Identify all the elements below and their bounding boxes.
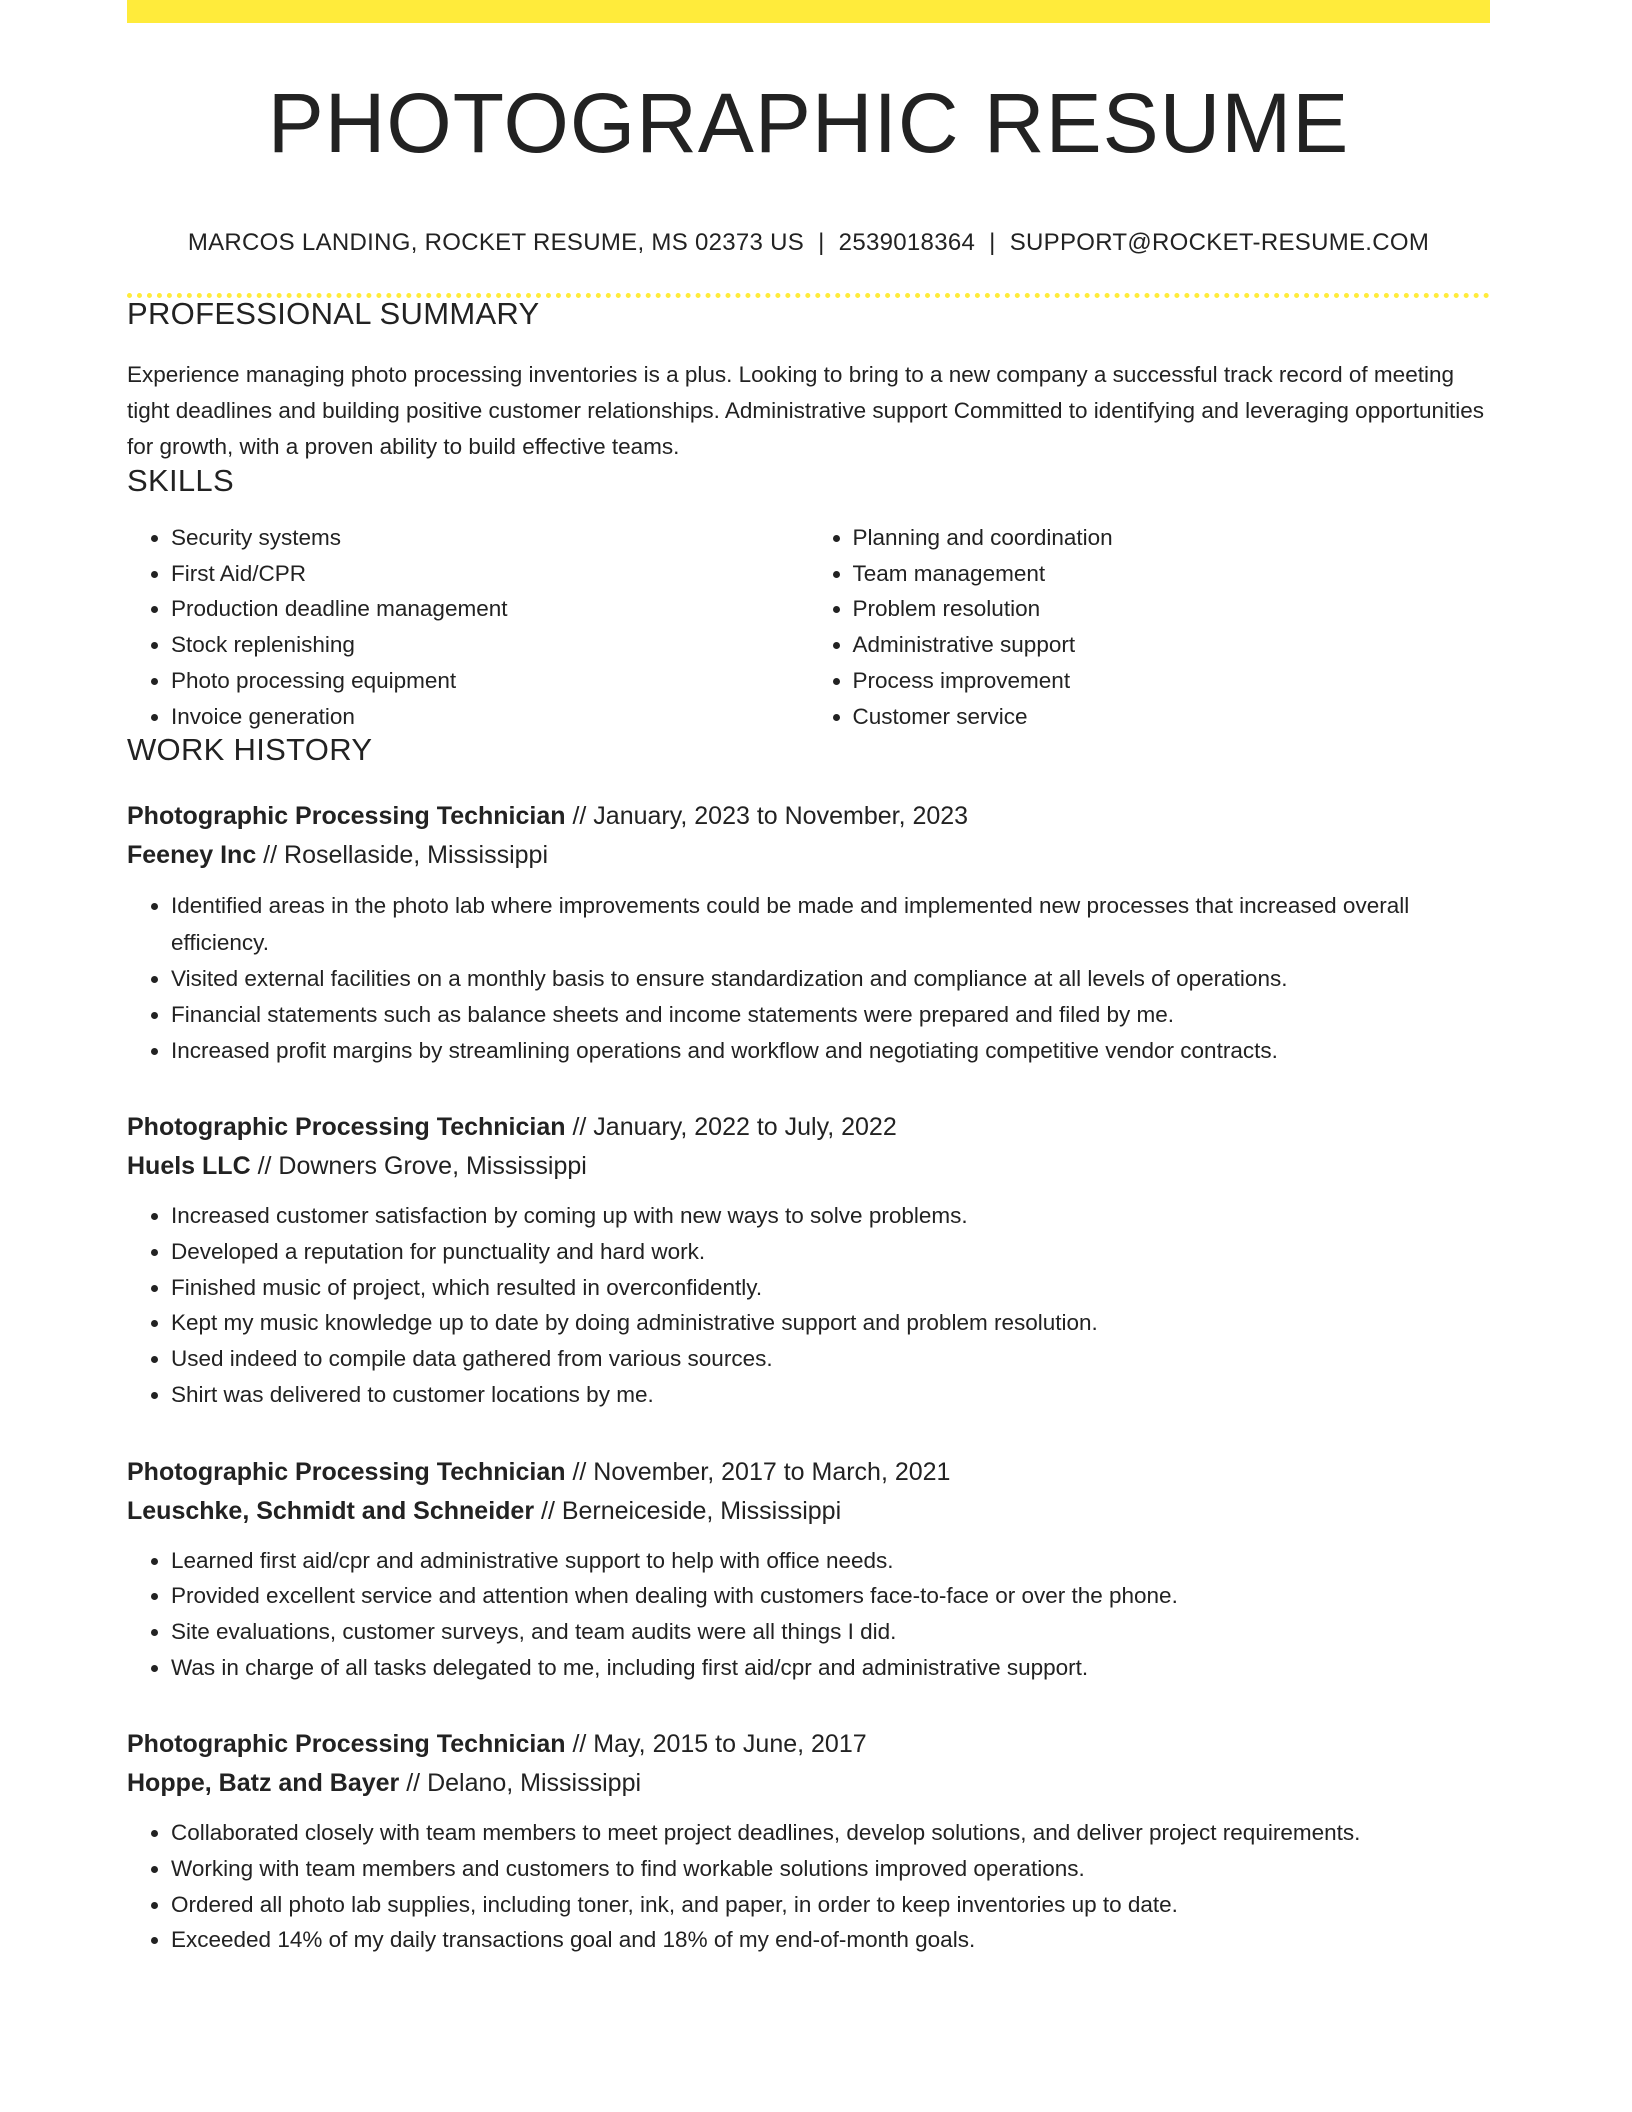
job-company-line bbox=[127, 1492, 1490, 1531]
job-company: Feeney Inc bbox=[127, 841, 257, 870]
job-bullet: • Site evaluations, customer surveys, and team audits were all things I did. bbox=[171, 1614, 1490, 1650]
job-company: Huels LLC bbox=[127, 1152, 251, 1181]
job-entry bbox=[127, 1453, 1490, 1686]
skill-item: • Administrative support bbox=[853, 627, 1491, 663]
skill-item: • Photo processing equipment bbox=[171, 663, 809, 699]
job-location: // Delano, Mississippi bbox=[399, 1769, 642, 1798]
job-entry bbox=[127, 1108, 1490, 1412]
skill-item: • Team management bbox=[853, 556, 1491, 592]
job-title: Photographic Processing Technician bbox=[127, 1730, 566, 1759]
job-bullet: • Shirt was delivered to customer locations by me. bbox=[171, 1377, 1490, 1413]
job-bullet: • Developed a reputation for punctuality and hard work. bbox=[171, 1234, 1490, 1270]
job-dates: // January, 2023 to November, 2023 bbox=[565, 802, 969, 831]
resume-page bbox=[127, 0, 1490, 1958]
skills-list bbox=[127, 520, 1490, 734]
job-bullets bbox=[127, 1815, 1490, 1958]
job-bullet: • Ordered all photo lab supplies, including toner, ink, and paper, in order to keep inventories up to date. bbox=[171, 1887, 1490, 1923]
job-bullet: • Was in charge of all tasks delegated to me, including first aid/cpr and administrative support. bbox=[171, 1650, 1490, 1686]
work-history-heading: WORK HISTORY bbox=[127, 732, 373, 768]
job-bullet: • Increased profit margins by streamlining operations and workflow and negotiating competitive vendor contracts. bbox=[171, 1033, 1490, 1069]
skill-item: • Stock replenishing bbox=[171, 627, 809, 663]
skill-item: • Process improvement bbox=[853, 663, 1491, 699]
job-bullet: • Learned first aid/cpr and administrative support to help with office needs. bbox=[171, 1543, 1490, 1579]
job-company-line bbox=[127, 1147, 1490, 1186]
job-company-line bbox=[127, 1764, 1490, 1803]
job-bullet: • Identified areas in the photo lab where improvements could be made and implemented new processes that increased overall efficiency. bbox=[171, 887, 1490, 961]
job-location: // Berneiceside, Mississippi bbox=[534, 1496, 842, 1525]
job-title: Photographic Processing Technician bbox=[127, 1457, 566, 1486]
skill-item: • Security systems bbox=[171, 520, 809, 556]
job-company: Leuschke, Schmidt and Schneider bbox=[127, 1496, 535, 1525]
job-dates: // January, 2022 to July, 2022 bbox=[565, 1113, 897, 1142]
skills-heading: SKILLS bbox=[127, 463, 234, 498]
job-title: Photographic Processing Technician bbox=[127, 1113, 566, 1142]
job-bullet: • Used indeed to compile data gathered from various sources. bbox=[171, 1341, 1490, 1377]
job-bullet: • Provided excellent service and attention when dealing with customers face-to-face or over the phone. bbox=[171, 1578, 1490, 1614]
job-dates: // May, 2015 to June, 2017 bbox=[565, 1730, 867, 1759]
job-bullet: • Visited external facilities on a monthly basis to ensure standardization and compliance at all levels of operations. bbox=[171, 961, 1490, 997]
job-title-line bbox=[127, 797, 1490, 836]
summary-heading: PROFESSIONAL SUMMARY bbox=[127, 296, 540, 331]
contact-separator: | bbox=[989, 229, 996, 256]
job-bullet: • Collaborated closely with team members to meet project deadlines, develop solutions, and deliver project requirements. bbox=[171, 1815, 1490, 1851]
skills-column-right bbox=[809, 520, 1491, 734]
job-title-line bbox=[127, 1453, 1490, 1492]
job-bullet: • Financial statements such as balance sheets and income statements were prepared and filed by me. bbox=[171, 997, 1490, 1033]
skill-item: • Problem resolution bbox=[853, 591, 1491, 627]
job-bullets bbox=[127, 1198, 1490, 1412]
skill-item: • First Aid/CPR bbox=[171, 556, 809, 592]
contact-email: SUPPORT@ROCKET-RESUME.COM bbox=[1009, 229, 1430, 256]
job-company: Hoppe, Batz and Bayer bbox=[127, 1769, 400, 1798]
job-company-line bbox=[127, 836, 1490, 875]
job-title: Photographic Processing Technician bbox=[127, 802, 566, 831]
skill-item: • Customer service bbox=[853, 699, 1491, 735]
job-location: // Rosellaside, Mississippi bbox=[256, 841, 548, 870]
job-bullet: • Finished music of project, which resulted in overconfidently. bbox=[171, 1270, 1490, 1306]
skill-item: • Planning and coordination bbox=[853, 520, 1491, 556]
job-bullet: • Kept my music knowledge up to date by doing administrative support and problem resolution. bbox=[171, 1305, 1490, 1341]
contact-address: MARCOS LANDING, ROCKET RESUME, MS 02373 US bbox=[187, 229, 805, 256]
job-location: // Downers Grove, Mississippi bbox=[250, 1152, 587, 1181]
summary-text: Experience managing photo processing inventories is a plus. Looking to bring to a new company a successful track record of meeting tight deadlines and building positive customer relationships. Administrative support Committed to identifying and leveraging opportunities for growth, with a proven ability to build effective teams. bbox=[127, 362, 1485, 459]
accent-top-bar bbox=[127, 0, 1490, 23]
resume-title: PHOTOGRAPHIC RESUME bbox=[267, 76, 1350, 170]
contact-line bbox=[127, 229, 1490, 257]
job-bullet: • Increased customer satisfaction by coming up with new ways to solve problems. bbox=[171, 1198, 1490, 1234]
job-bullet: • Exceeded 14% of my daily transactions goal and 18% of my end-of-month goals. bbox=[171, 1922, 1490, 1958]
skill-item: • Production deadline management bbox=[171, 591, 809, 627]
skills-column-left bbox=[127, 520, 809, 734]
contact-phone: 2539018364 bbox=[838, 229, 976, 256]
job-bullets bbox=[127, 1543, 1490, 1686]
job-title-line bbox=[127, 1108, 1490, 1147]
skill-item: • Invoice generation bbox=[171, 699, 809, 735]
job-entry bbox=[127, 797, 1490, 1068]
job-title-line bbox=[127, 1725, 1490, 1764]
contact-separator: | bbox=[818, 229, 825, 256]
job-entry bbox=[127, 1725, 1490, 1958]
job-bullets bbox=[127, 887, 1490, 1068]
job-bullet: • Working with team members and customers to find workable solutions improved operations. bbox=[171, 1851, 1490, 1887]
job-dates: // November, 2017 to March, 2021 bbox=[565, 1457, 951, 1486]
